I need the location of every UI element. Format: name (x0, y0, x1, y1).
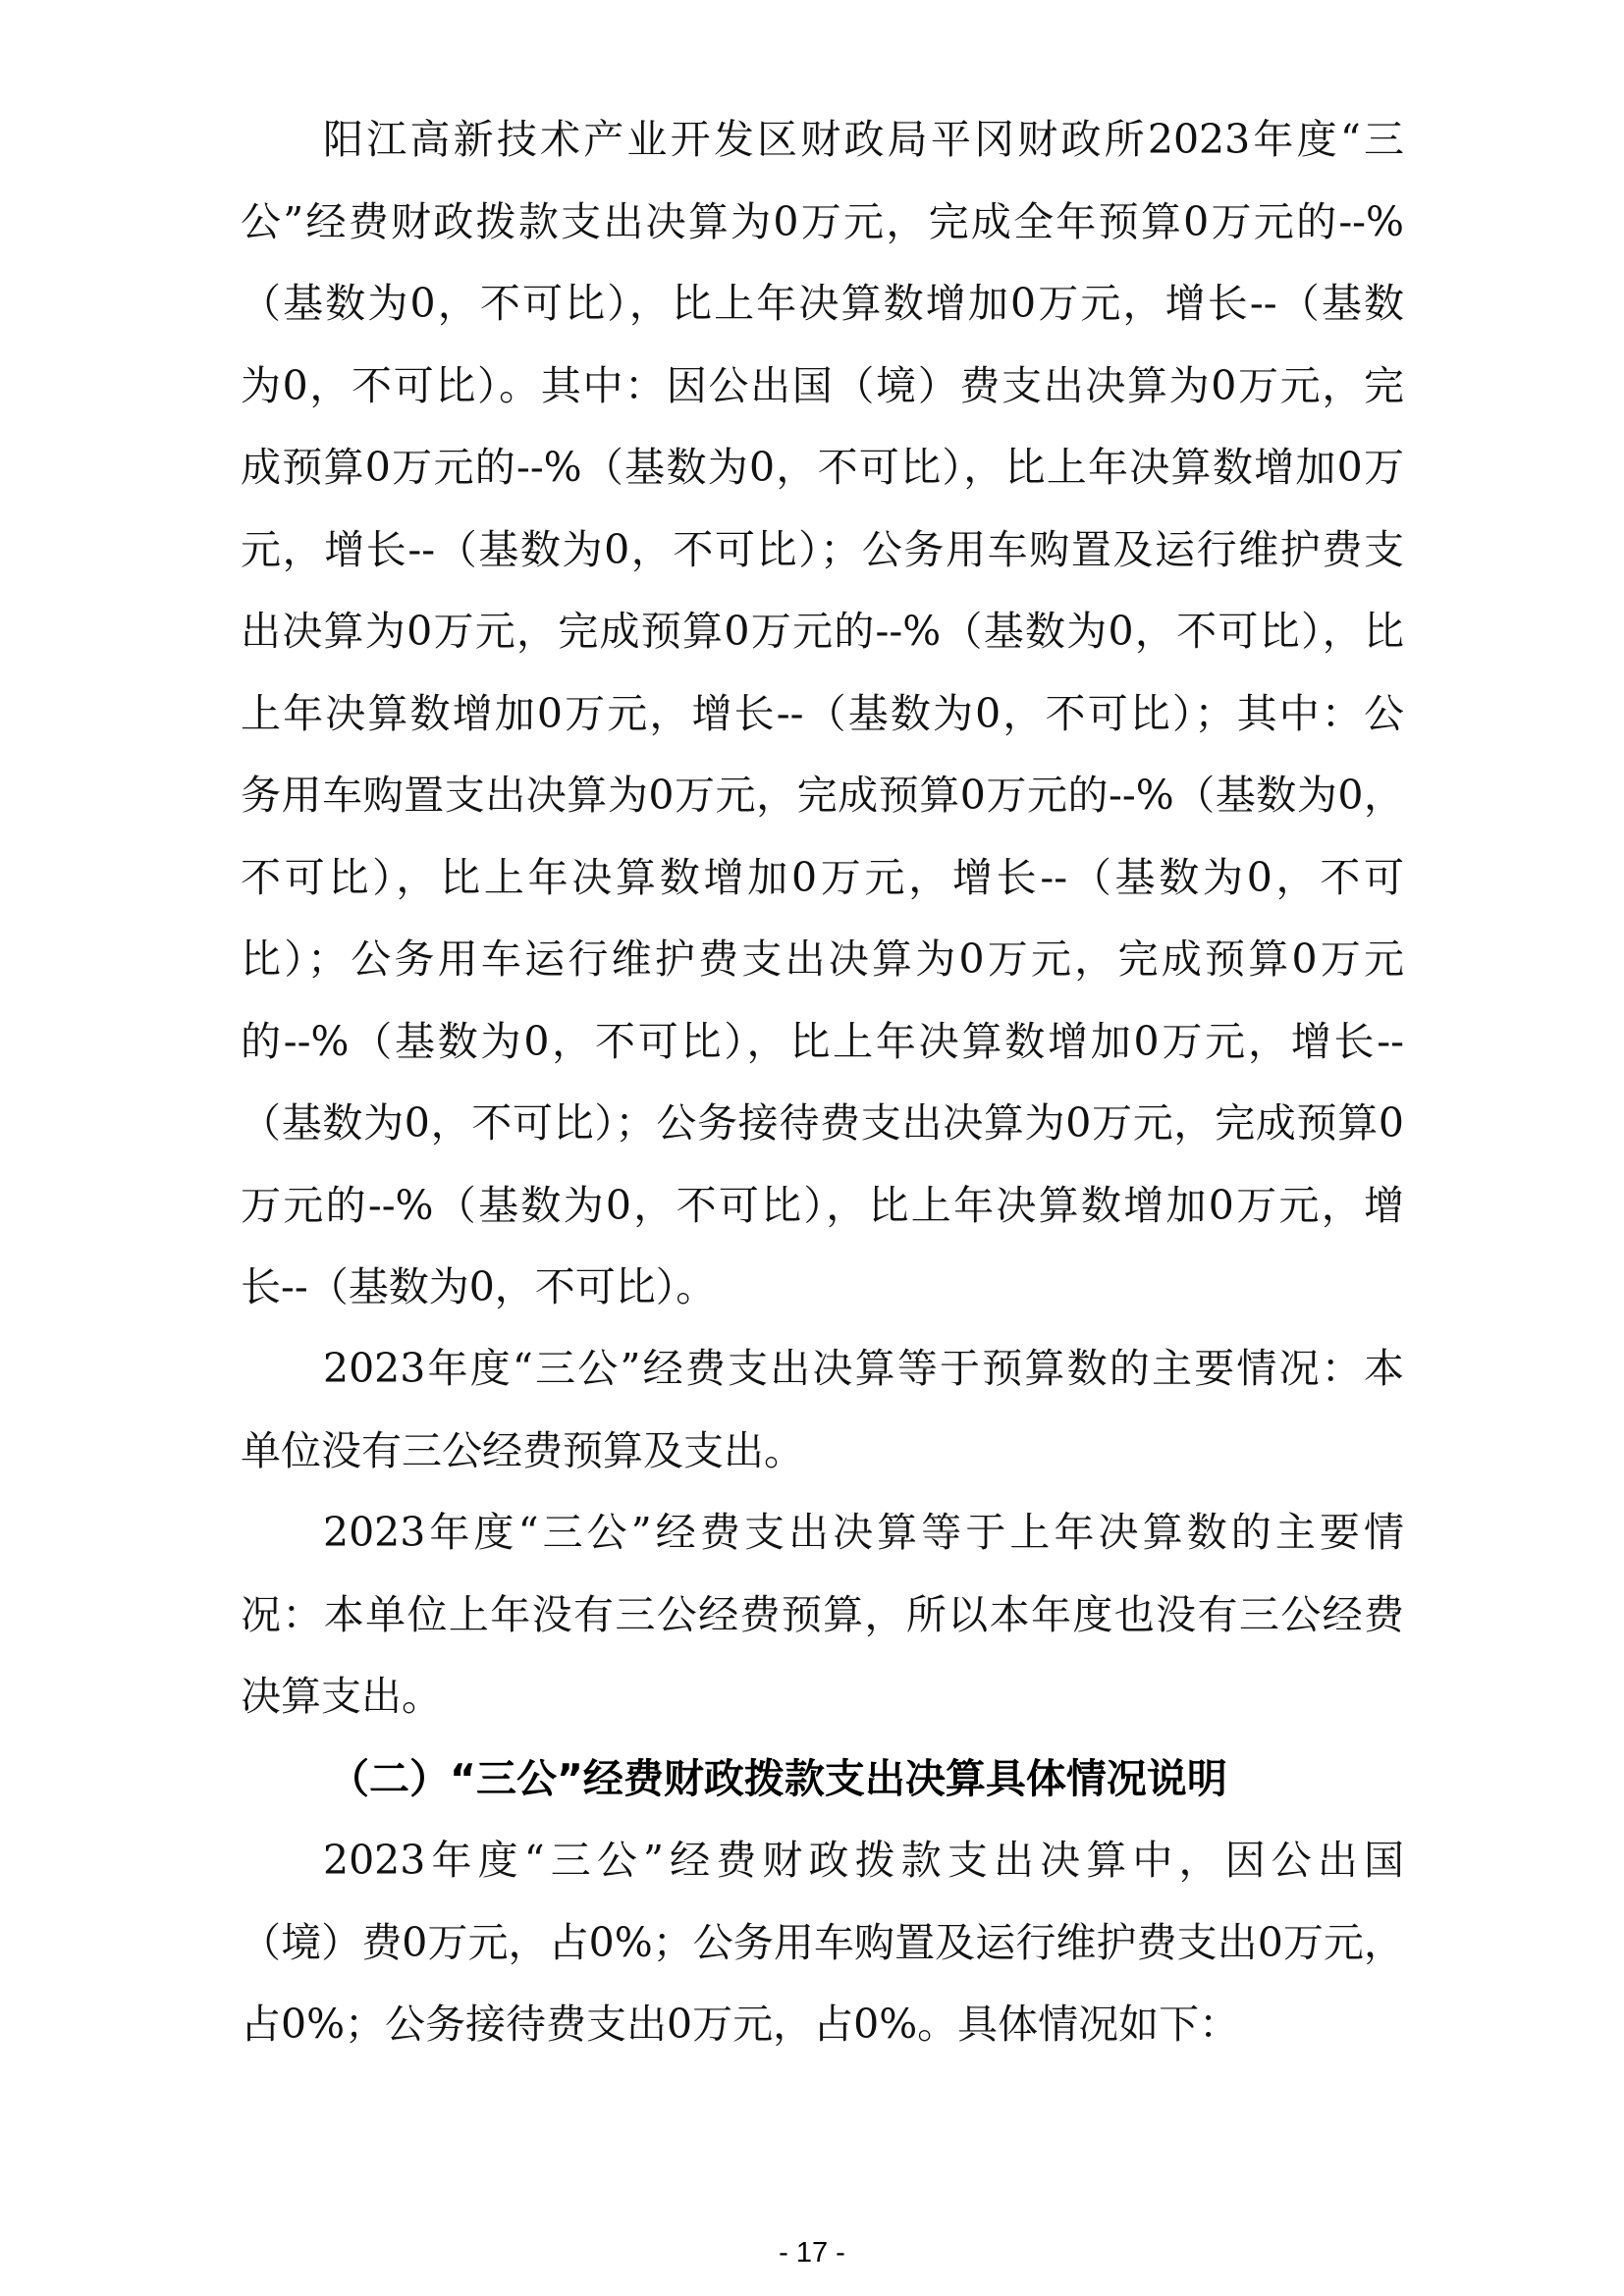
text-line: （基数为0，不可比）；公务接待费支出决算为0万元，完成预算0 (241, 1099, 1404, 1147)
text-line: 元，增长--（基数为0，不可比）；公务用车购置及运行维护费支 (241, 526, 1404, 573)
text-line: 阳江高新技术产业开发区财政局平冈财政所2023年度“三 (323, 116, 1404, 163)
text-line: 决算支出。 (241, 1673, 442, 1720)
text-line: 成预算0万元的--%（基数为0，不可比），比上年决算数增加0万 (241, 444, 1404, 491)
text-line: 务用车购置支出决算为0万元，完成预算0万元的--%（基数为0， (241, 772, 1404, 819)
text-line: 比）；公务用车运行维护费支出决算为0万元，完成预算0万元 (241, 935, 1404, 983)
text-line: 上年决算数增加0万元，增长--（基数为0，不可比）；其中：公 (241, 690, 1404, 737)
text-line: 公”经费财政拨款支出决算为0万元，完成全年预算0万元的--% (241, 198, 1404, 245)
text-line: 2023年度“三公”经费财政拨款支出决算中，因公出国 (323, 1837, 1404, 1884)
text-line: （基数为0，不可比），比上年决算数增加0万元，增长--（基数 (241, 280, 1404, 327)
text-line: 的--%（基数为0，不可比），比上年决算数增加0万元，增长-- (241, 1018, 1404, 1065)
section-heading: （二）“三公”经费财政拨款支出决算具体情况说明 (329, 1755, 1227, 1802)
text-line: 万元的--%（基数为0，不可比），比上年决算数增加0万元，增 (241, 1182, 1404, 1229)
text-line: （境）费0万元，占0%；公务用车购置及运行维护费支出0万元， (241, 1919, 1404, 1966)
text-line: 况：本单位上年没有三公经费预算，所以本年度也没有三公经费 (241, 1591, 1404, 1638)
text-line: 2023年度“三公”经费支出决算等于上年决算数的主要情 (323, 1509, 1404, 1556)
page-number: - 17 - (779, 2237, 845, 2269)
text-line: 2023年度“三公”经费支出决算等于预算数的主要情况：本 (323, 1345, 1404, 1392)
text-line: 长--（基数为0，不可比）。 (241, 1263, 717, 1310)
text-line: 单位没有三公经费预算及支出。 (241, 1427, 804, 1474)
text-line: 不可比），比上年决算数增加0万元，增长--（基数为0，不可 (241, 854, 1404, 901)
text-line: 为0，不可比）。其中：因公出国（境）费支出决算为0万元，完 (241, 362, 1404, 409)
text-line: 出决算为0万元，完成预算0万元的--%（基数为0，不可比），比 (241, 608, 1404, 655)
text-line: 占0%；公务接待费支出0万元，占0%。具体情况如下： (241, 2001, 1240, 2048)
